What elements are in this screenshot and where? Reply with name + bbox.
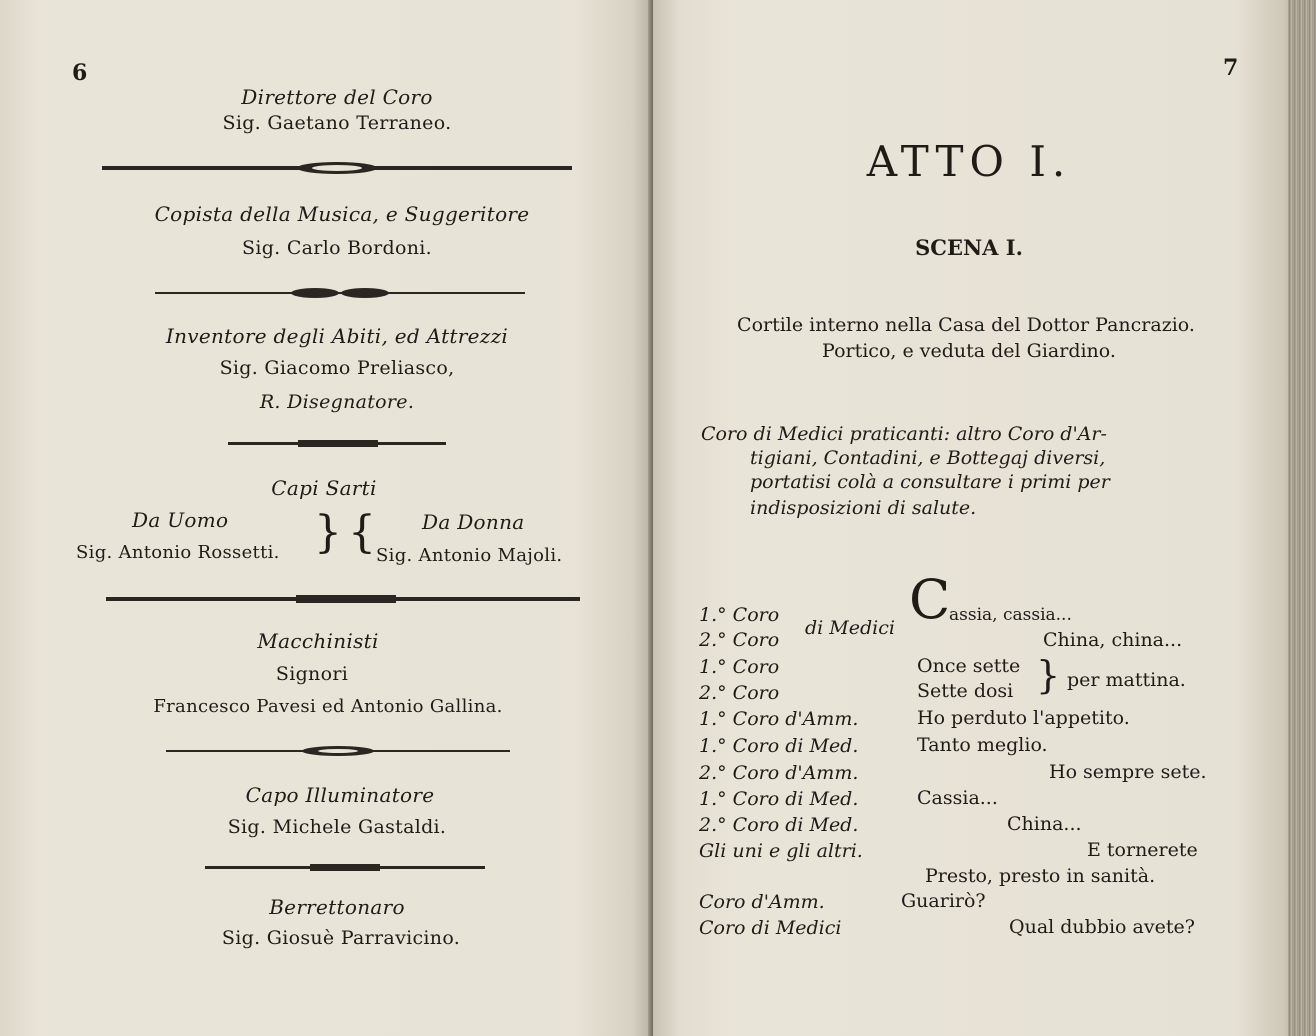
ornamental-rule	[155, 285, 525, 301]
ornamental-rule	[228, 437, 446, 449]
sarti-donna-label: Da Donna	[422, 510, 525, 534]
speaker: Coro di Medici	[699, 917, 842, 939]
stage-direction-line: Coro di Medici praticanti: altro Coro d'Ar-	[701, 423, 1107, 445]
ornamental-rule	[205, 861, 485, 873]
dialogue-text: Qual dubbio avete?	[1009, 916, 1195, 938]
credit-role: Berrettonaro	[269, 895, 405, 919]
scene-setting-line: Cortile interno nella Casa del Dottor Pancrazio.	[737, 314, 1195, 336]
speaker: 2.° Coro di Med.	[699, 814, 859, 836]
dialogue-text: Tanto meglio.	[917, 734, 1048, 756]
sarti-uomo-label: Da Uomo	[132, 508, 229, 532]
open-brace-icon: {	[348, 507, 376, 558]
credit-name: R. Disegnatore.	[259, 391, 415, 413]
ornamental-rule	[166, 744, 510, 758]
credit-role: Inventore degli Abiti, ed Attrezzi	[165, 324, 509, 348]
credit-name: Sig. Gaetano Terraneo.	[222, 112, 452, 134]
speaker-qualifier: di Medici	[805, 617, 895, 639]
credit-name: Francesco Pavesi ed Antonio Gallina.	[153, 696, 503, 717]
speaker: 2.° Coro	[699, 629, 780, 651]
credit-name: Signori	[275, 663, 349, 685]
speaker: Coro d'Amm.	[699, 891, 825, 913]
drop-cap: C	[909, 568, 951, 631]
scene-title: SCENA I.	[915, 235, 1023, 260]
credit-name: Sig. Michele Gastaldi.	[227, 816, 447, 838]
page-number-left: 6	[72, 60, 88, 86]
dialogue-text: Sette dosi	[917, 680, 1014, 702]
dialogue-text: Cassia...	[917, 787, 998, 809]
dialogue-text: Once sette	[917, 655, 1021, 677]
stage-direction-line: portatisi colà a consultare i primi per	[750, 471, 1110, 493]
credit-name: Sig. Giacomo Preliasco,	[219, 357, 455, 379]
speaker: 2.° Coro d'Amm.	[699, 762, 859, 784]
stage-direction-line: indisposizioni di salute.	[750, 497, 977, 519]
page-number-right: 7	[1223, 55, 1239, 81]
speaker: Gli uni e gli altri.	[699, 840, 863, 862]
open-brace-icon: }	[1036, 653, 1061, 697]
close-brace-icon: }	[314, 507, 342, 558]
credit-name: Sig. Carlo Bordoni.	[242, 237, 432, 259]
credit-role: Direttore del Coro	[241, 85, 433, 109]
credit-role: Macchinisti	[257, 629, 379, 653]
act-title: ATTO I.	[866, 137, 1072, 186]
left-page	[0, 0, 652, 1036]
speaker: 1.° Coro	[699, 656, 780, 678]
credit-role: Capi Sarti	[271, 476, 377, 500]
speaker: 1.° Coro	[699, 604, 780, 626]
dialogue-text: per mattina.	[1067, 669, 1186, 691]
dialogue-text: China, china...	[1043, 629, 1183, 651]
credit-role: Capo Illuminatore	[245, 783, 435, 807]
right-page	[653, 0, 1316, 1036]
speaker: 2.° Coro	[699, 682, 780, 704]
dialogue-text: E tornerete	[1087, 839, 1198, 861]
speaker: 1.° Coro di Med.	[699, 788, 859, 810]
credit-role: Copista della Musica, e Suggeritore	[154, 202, 530, 226]
speaker: 1.° Coro d'Amm.	[699, 708, 859, 730]
scene-setting-line: Portico, e veduta del Giardino.	[822, 340, 1116, 362]
dialogue-text: Ho sempre sete.	[1049, 761, 1207, 783]
credit-name: Sig. Giosuè Parravicino.	[221, 927, 461, 949]
ornamental-rule	[102, 160, 572, 176]
sarti-uomo-name: Sig. Antonio Rossetti.	[76, 542, 280, 563]
stage-direction-line: tigiani, Contadini, e Bottegaj diversi,	[750, 447, 1106, 469]
dialogue-text: Ho perduto l'appetito.	[917, 707, 1130, 729]
ornamental-rule	[106, 592, 580, 606]
page-stack-edge	[1288, 0, 1316, 1036]
dialogue-text: Presto, presto in sanità.	[925, 865, 1156, 887]
sarti-donna-name: Sig. Antonio Majoli.	[376, 545, 563, 566]
dialogue-text: China...	[1007, 813, 1082, 835]
dialogue-text: Guarirò?	[901, 890, 986, 912]
speaker: 1.° Coro di Med.	[699, 735, 859, 757]
dialogue-text: assia, cassia...	[949, 605, 1072, 625]
